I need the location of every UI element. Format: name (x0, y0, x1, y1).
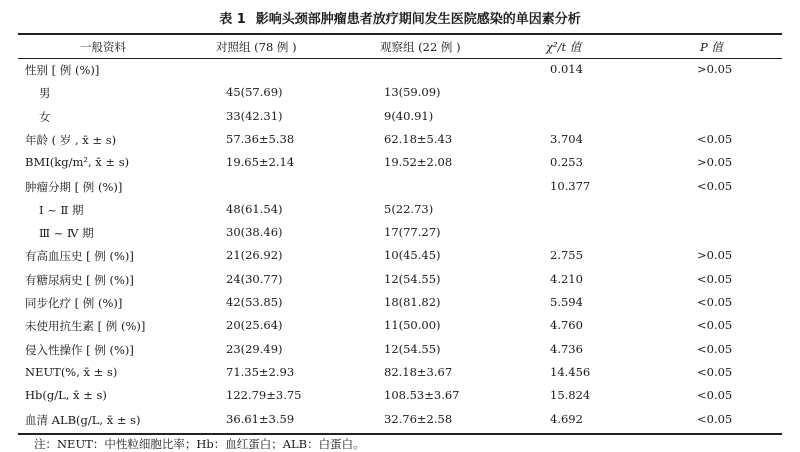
observation-value: 9(40.91) (384, 108, 434, 123)
control-value: 36.61±3.59 (226, 411, 295, 426)
p-value: >0.05 (697, 248, 733, 263)
table-number: 表 1 (219, 12, 246, 27)
table-row (0, 318, 800, 340)
observation-value: 12(54.55) (384, 341, 441, 356)
row-label: 血清 ALB(g/L, x̄ ± s) (25, 412, 141, 427)
statistic-value: 10.377 (550, 178, 591, 193)
statistic-value: 0.253 (550, 155, 583, 170)
observation-value: 12(54.55) (384, 271, 441, 286)
table-row (0, 272, 800, 294)
row-label: Ⅰ ~ Ⅱ 期 (39, 202, 84, 217)
observation-value: 13(59.09) (384, 85, 441, 100)
p-value: <0.05 (697, 318, 733, 333)
p-value: <0.05 (697, 388, 733, 403)
p-value: <0.05 (697, 271, 733, 286)
control-value: 33(42.31) (226, 108, 283, 123)
p-value: <0.05 (697, 131, 733, 146)
observation-value: 19.52±2.08 (384, 155, 453, 170)
table-row (0, 365, 800, 387)
control-value: 21(26.92) (226, 248, 283, 263)
row-label: 有糖尿病史 [ 例 (%)] (25, 272, 134, 287)
observation-value: 5(22.73) (384, 201, 434, 216)
top-rule (18, 33, 782, 35)
observation-value: 17(77.27) (384, 225, 441, 240)
statistic-value: 4.692 (550, 411, 583, 426)
statistic-value: 0.014 (550, 62, 583, 76)
statistic-value: 5.594 (550, 295, 583, 309)
table-row (0, 342, 800, 364)
row-label: 年龄 ( 岁 , x̄ ± s) (25, 132, 117, 147)
row-label: 同步化疗 [ 例 (%)] (25, 296, 123, 310)
statistic-value: 4.736 (550, 341, 583, 356)
table-row (0, 62, 800, 84)
p-value: >0.05 (697, 62, 733, 76)
table-note: 注：NEUT：中性粒细胞比率；Hb：血红蛋白；ALB：白蛋白。 (34, 437, 365, 451)
control-value: 24(30.77) (226, 271, 283, 286)
header-control-group: 对照组 (78 例 ) (216, 40, 297, 54)
p-value: <0.05 (697, 341, 733, 356)
row-label: Ⅲ ~ Ⅳ 期 (39, 226, 94, 241)
statistic-value: 3.704 (550, 131, 583, 146)
row-label: 性别 [ 例 (%)] (25, 63, 100, 77)
control-value: 48(61.54) (226, 201, 283, 216)
p-value: <0.05 (697, 411, 733, 426)
observation-value: 10(45.45) (384, 248, 441, 263)
table-title (0, 8, 800, 27)
table-row (0, 202, 800, 224)
control-value: 23(29.49) (226, 341, 283, 356)
bottom-rule (18, 433, 782, 435)
table-row (0, 295, 800, 317)
header-p-value: P 值 (700, 40, 723, 54)
header-rule (18, 58, 782, 59)
p-value: <0.05 (697, 178, 733, 193)
row-label: 有高血压史 [ 例 (%)] (25, 249, 134, 264)
row-label: NEUT(%, x̄ ± s) (25, 364, 118, 379)
control-value: 19.65±2.14 (226, 155, 295, 170)
statistic-value: 2.755 (550, 248, 583, 263)
row-label: 未使用抗生素 [ 例 (%)] (25, 319, 146, 334)
row-label: BMI(kg/m², x̄ ± s) (25, 155, 130, 170)
statistic-value: 14.456 (550, 364, 591, 379)
control-value: 71.35±2.93 (226, 364, 295, 379)
table-row (0, 109, 800, 131)
header-general-info: 一般资料 (80, 40, 126, 54)
table-caption: 影响头颈部肿瘤患者放疗期间发生医院感染的单因素分析 (255, 12, 581, 27)
row-label: 女 (39, 109, 51, 124)
p-value: >0.05 (697, 155, 733, 170)
table-row (0, 225, 800, 247)
p-value: <0.05 (697, 364, 733, 379)
row-label: 侵入性操作 [ 例 (%)] (25, 342, 134, 357)
observation-value: 62.18±5.43 (384, 131, 453, 146)
statistic-value: 4.760 (550, 318, 583, 333)
control-value: 30(38.46) (226, 225, 283, 240)
observation-value: 32.76±2.58 (384, 411, 453, 426)
table-row (0, 179, 800, 201)
table-row (0, 248, 800, 270)
p-value: <0.05 (697, 295, 733, 309)
header-observation-group: 观察组 (22 例 ) (380, 40, 461, 54)
table-row (0, 155, 800, 177)
control-value: 20(25.64) (226, 318, 283, 333)
table-row (0, 388, 800, 410)
control-value: 42(53.85) (226, 295, 283, 309)
observation-value: 18(81.82) (384, 295, 441, 309)
observation-value: 108.53±3.67 (384, 388, 460, 403)
statistic-value: 15.824 (550, 388, 591, 403)
row-label: Hb(g/L, x̄ ± s) (25, 388, 107, 403)
observation-value: 82.18±3.67 (384, 364, 453, 379)
table-row (0, 132, 800, 154)
control-value: 57.36±5.38 (226, 131, 295, 146)
control-value: 45(57.69) (226, 85, 283, 100)
header-chi-t-value: χ²/t 值 (546, 40, 582, 54)
table-row (0, 412, 800, 434)
statistic-value: 4.210 (550, 271, 583, 286)
control-value: 122.79±3.75 (226, 388, 302, 403)
row-label: 肿瘤分期 [ 例 (%)] (25, 179, 123, 194)
table-row (0, 85, 800, 107)
observation-value: 11(50.00) (384, 318, 441, 333)
row-label: 男 (39, 86, 51, 101)
